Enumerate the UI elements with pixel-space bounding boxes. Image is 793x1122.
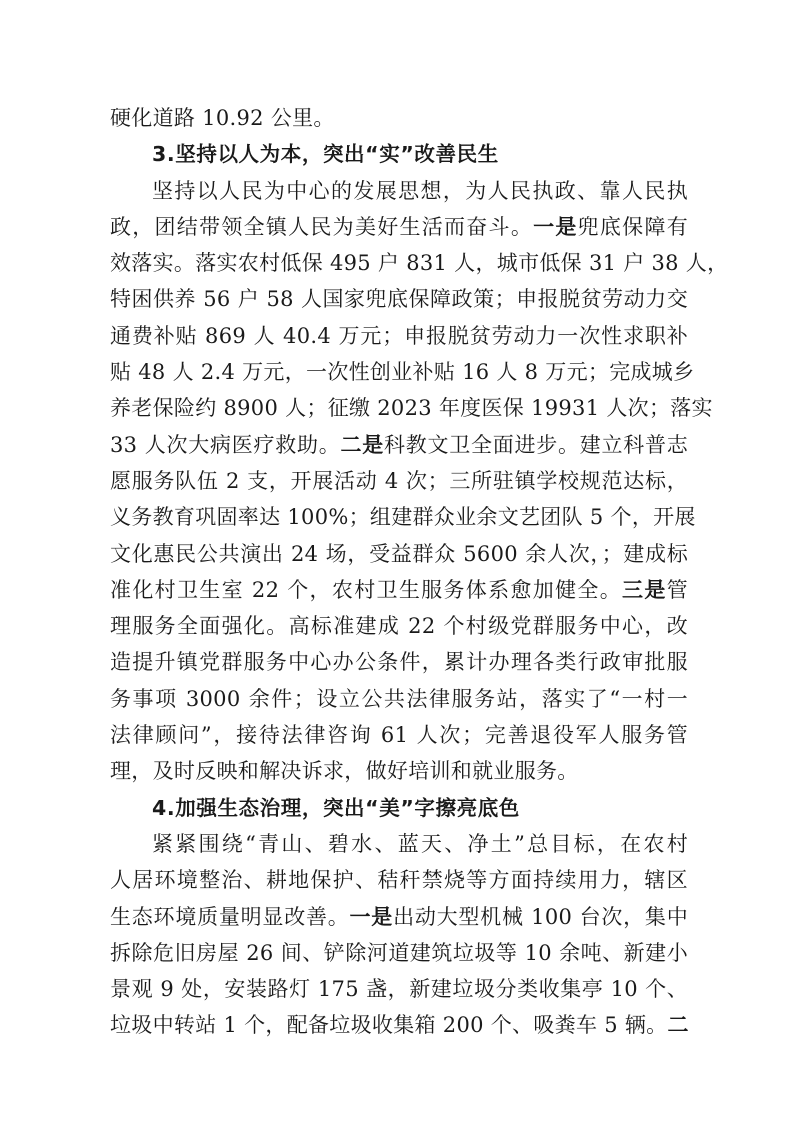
paragraph-line	[110, 572, 688, 608]
emphasis-text: 一是	[533, 214, 578, 239]
line-text: 文化惠民公共演出 24 场，受益群众 5600 余人次，；建成标	[110, 541, 688, 566]
emphasis-text: 一是	[349, 904, 394, 929]
paragraph-line	[110, 935, 688, 971]
line-text: 理服务全面强化。高标准建成 22 个村级党群服务中心，改	[110, 614, 688, 639]
line-text: 务事项 3000 余件；设立公共法律服务站，落实了“一村一	[110, 686, 688, 711]
paragraph-line	[110, 354, 695, 390]
line-text: 坚持以人民为中心的发展思想，为人民执政、靠人民执	[152, 178, 688, 203]
line-text: 造提升镇党群服务中心办公条件，累计办理各类行政审批服	[110, 650, 688, 675]
paragraph-line	[110, 100, 688, 136]
paragraph-line	[110, 862, 688, 898]
paragraph-line	[110, 717, 688, 753]
paragraph-line	[110, 681, 688, 717]
line-text: 愿服务队伍 2 支，开展活动 4 次；三所驻镇学校规范达标，	[110, 468, 688, 493]
line-text: 紧紧围绕“青山、碧水、蓝天、净土”总目标，在农村	[152, 831, 688, 856]
body-text	[110, 100, 729, 1044]
line-text: 垃圾中转站 1 个，配备垃圾收集箱 200 个、吸粪车 5 辆。	[110, 1013, 668, 1038]
paragraph-line	[110, 644, 688, 680]
paragraph-line	[110, 536, 688, 572]
line-text: 管	[666, 577, 688, 602]
paragraph-line	[110, 971, 688, 1007]
paragraph-line	[110, 427, 688, 463]
line-text: 4.加强生态治理，突出“美”字擦亮底色	[152, 795, 520, 820]
paragraph-line	[110, 281, 688, 317]
line-text: 出动大型机械 100 台次，集中	[393, 904, 688, 929]
paragraph-line	[110, 608, 688, 644]
line-text: 准化村卫生室 22 个，农村卫生服务体系愈加健全。	[110, 577, 623, 602]
paragraph-line	[110, 753, 688, 789]
line-text: 通费补贴 869 人 40.4 万元；申报脱贫劳动力一次性求职补	[110, 323, 688, 348]
paragraph-line	[110, 1007, 688, 1043]
line-text: 拆除危旧房屋 26 间、铲除河道建筑垃圾等 10 余吨、新建小	[110, 940, 688, 965]
paragraph-line	[110, 209, 688, 245]
line-text: 人居环境整治、耕地保护、秸秆禁烧等方面持续用力，辖区	[110, 868, 688, 893]
emphasis-text: 三是	[622, 577, 667, 602]
line-text: 33 人次大病医疗救助。	[110, 432, 341, 457]
line-text: 法律顾问”，接待法律咨询 61 人次；完善退役军人服务管	[110, 723, 688, 748]
section-heading	[110, 136, 688, 172]
paragraph-line	[110, 245, 729, 281]
paragraph-line	[110, 318, 688, 354]
line-text: 兜底保障有	[577, 214, 689, 239]
line-text: 理，及时反映和解决诉求，做好培训和就业服务。	[110, 759, 579, 784]
section-heading	[110, 790, 688, 826]
emphasis-text: 二是	[340, 432, 384, 457]
line-text: 政，团结带领全镇人民为美好生活而奋斗。	[110, 214, 534, 239]
line-text: 科教文卫全面进步。建立科普志	[383, 432, 689, 457]
line-text: 生态环境质量明显改善。	[110, 904, 350, 929]
line-text: 硬化道路 10.92 公里。	[110, 106, 335, 130]
line-text: 景观 9 处，安装路灯 175 盏，新建垃圾分类收集亭 10 个、	[110, 977, 688, 1002]
line-text: 效落实。落实农村低保 495 户 831 人，城市低保 31 户 38 人，	[110, 251, 729, 276]
paragraph-line	[110, 390, 713, 426]
paragraph-line	[110, 499, 696, 535]
paragraph-line	[110, 173, 688, 209]
emphasis-text: 二	[667, 1013, 689, 1038]
line-text: 贴 48 人 2.4 万元，一次性创业补贴 16 人 8 万元；完成城乡	[110, 360, 695, 385]
paragraph-line	[110, 463, 688, 499]
paragraph-line	[110, 899, 688, 935]
line-text: 养老保险约 8900 人；征缴 2023 年度医保 19931 人次；落实	[110, 396, 713, 421]
line-text: 特困供养 56 户 58 人国家兜底保障政策；申报脱贫劳动力交	[110, 287, 688, 312]
line-text: 3.坚持以人为本，突出“实”改善民生	[152, 142, 499, 167]
paragraph-line	[110, 826, 688, 862]
line-text: 义务教育巩固率达 100%；组建群众业余文艺团队 5 个，开展	[110, 505, 696, 530]
